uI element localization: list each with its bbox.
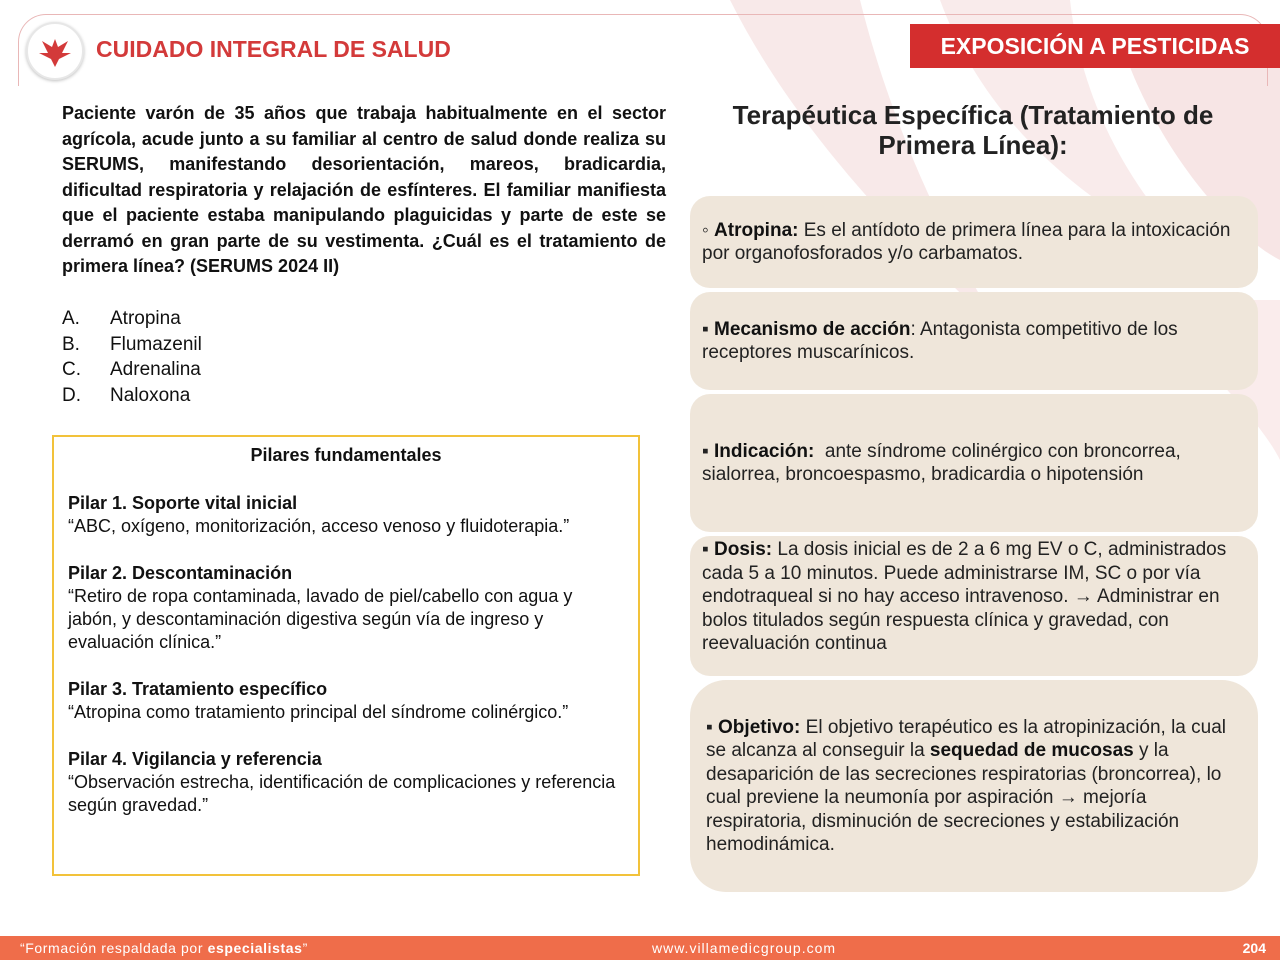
footer-bar (0, 936, 1280, 960)
card-label: Mecanismo de acción (714, 318, 911, 340)
option-letter: B. (62, 333, 80, 355)
therapy-card-mecanismo (690, 292, 1258, 390)
footer-website-link[interactable]: www.villamedicgroup.com (652, 940, 837, 956)
option-letter: A. (62, 308, 80, 329)
option-text: Naloxona (110, 384, 191, 406)
answer-options (62, 306, 202, 408)
therapy-section-title: Terapéutica Específica (Tratamiento de Primera Línea): (732, 100, 1214, 160)
phoenix-logo-icon (35, 31, 75, 71)
pillar-description: “Atropina como tratamiento principal del síndrome colinérgico.” (68, 702, 569, 722)
pillars-title: Pilares fundamentales (250, 445, 442, 465)
pillar-description: “Observación estrecha, identificación de complicaciones y referencia según gravedad.” (68, 772, 616, 815)
topic-badge: EXPOSICIÓN A PESTICIDAS (910, 24, 1280, 68)
pillar-name: Pilar 1. Soporte vital inicial (68, 493, 298, 513)
pillar-item (68, 677, 624, 724)
pillars-box (52, 435, 640, 876)
card-label: Atropina: (714, 219, 799, 241)
card-bullet: ▪ (702, 440, 709, 462)
pillar-description: “ABC, oxígeno, monitorización, acceso venoso y fluidoterapia.” (68, 516, 570, 536)
option-letter: D. (62, 384, 81, 406)
pillar-description: “Retiro de ropa contaminada, lavado de piel/cabello con agua y jabón, y descontaminación digestiva según vía de ingreso y evaluación clínica.” (68, 586, 573, 652)
pillar-name: Pilar 3. Tratamiento específico (68, 679, 328, 699)
pillar-item (68, 747, 624, 817)
card-text: El objetivo terapéutico es la atropinización, la cual se alcanza al conseguir la (706, 716, 1227, 761)
pillar-item (68, 491, 624, 538)
footer-quote-text: “Formación respaldada por (20, 940, 208, 956)
option-text: Flumazenil (110, 333, 202, 355)
answer-option-c (62, 357, 202, 383)
option-letter: C. (62, 359, 81, 380)
card-label: Dosis: (714, 539, 773, 560)
therapy-card-dosis (690, 536, 1258, 676)
brand-title: CUIDADO INTEGRAL DE SALUD (96, 36, 451, 62)
therapy-card-indicacion (690, 394, 1258, 532)
therapy-card-atropina (690, 196, 1258, 288)
card-emphasis: sequedad de mucosas (929, 740, 1134, 761)
answer-option-d (62, 383, 202, 409)
card-text: : Antagonista competitivo de los receptores muscarínicos. (702, 318, 1178, 363)
pillar-name: Pilar 4. Vigilancia y referencia (68, 749, 322, 769)
card-text: y la desaparición de las secreciones respiratorias (broncorrea), lo cual previene la neumonía por aspiración → mejoría respiratoria, disminución de secreciones y estabilización hemodinámica. (706, 740, 1222, 855)
option-text: Adrenalina (110, 359, 201, 380)
answer-option-b (62, 332, 202, 358)
therapy-card-objetivo (690, 680, 1258, 892)
option-text: Atropina (110, 308, 181, 329)
brand-logo (26, 22, 84, 80)
footer-quote-close: ” (302, 940, 308, 956)
page-number: 204 (1242, 940, 1266, 956)
card-bullet: ▪ (706, 716, 713, 738)
clinical-case-question: Paciente varón de 35 años que trabaja habitualmente en el sector agrícola, acude junto a su familiar al centro de salud donde realiza su SERUMS, manifestando desorientación, mareos, bradicardia, dificultad respiratoria y relajación de esfínteres. El familiar manifiesta que el paciente estaba manipulando plaguicidas y parte de este se derramó en gran parte de su vestimenta. ¿Cuál es el tratamiento de primera línea? (SERUMS 2024 II) (62, 103, 666, 276)
card-text: ante síndrome colinérgico con broncorrea, sialorrea, broncoespasmo, bradicardia o hipotensión (702, 440, 1187, 485)
pillar-item (68, 561, 624, 654)
card-label: Indicación: (714, 440, 815, 462)
card-text: La dosis inicial es de 2 a 6 mg EV o C, administrados cada 5 a 10 minutos. Puede administrarse IM, SC o por vía endotraqueal si no hay acceso intravenoso. → Administrar en bolos titulados según respuesta clínica y gravedad, con reevaluación continua (702, 539, 1227, 654)
answer-option-a (62, 306, 202, 332)
footer-quote (20, 940, 308, 956)
pillar-name: Pilar 2. Descontaminación (68, 563, 293, 583)
card-bullet: ▪ (702, 539, 709, 560)
card-bullet: ◦ (702, 219, 709, 241)
card-label: Objetivo: (718, 716, 801, 738)
footer-quote-emphasis: especialistas (207, 940, 303, 956)
card-text: Es el antídoto de primera línea para la intoxicación por organofosforados y/o carbamatos. (702, 219, 1231, 264)
card-bullet: ▪ (702, 318, 709, 340)
